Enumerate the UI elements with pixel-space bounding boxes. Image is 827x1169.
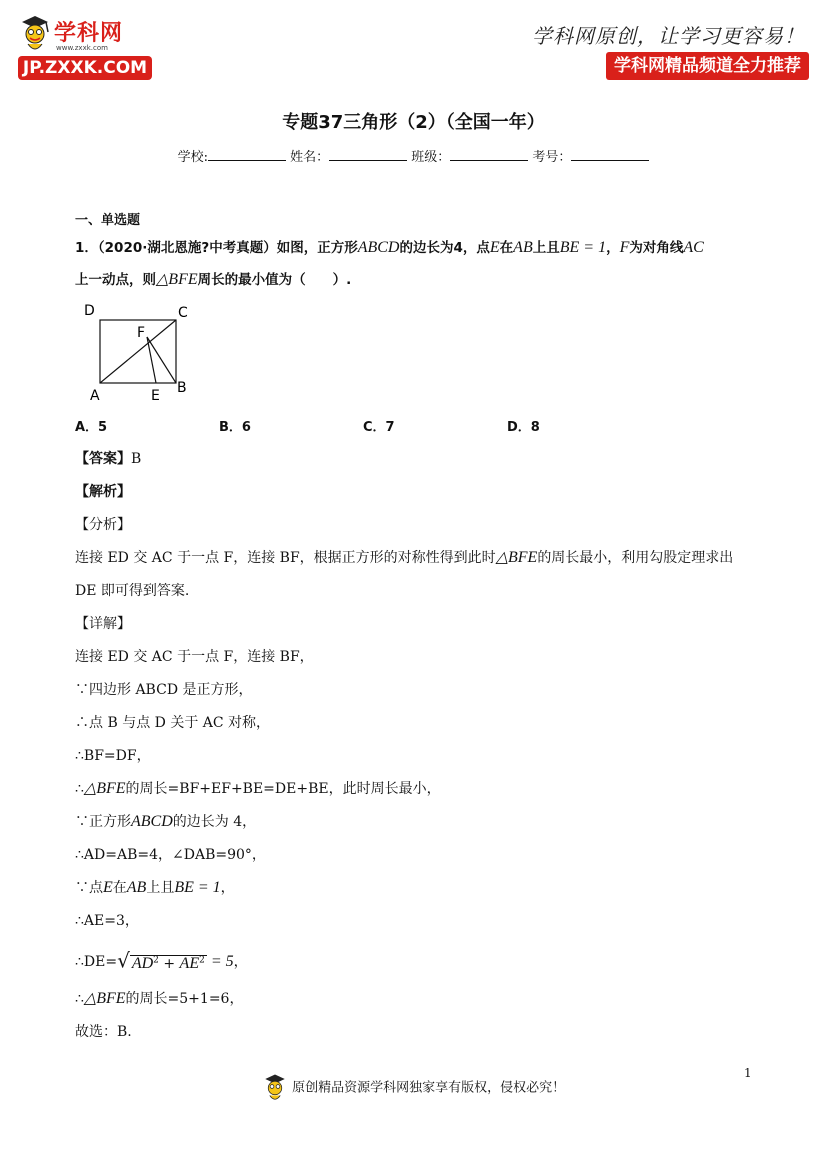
logo-text: 学科网 [54,21,124,46]
step-text: ， [220,880,235,896]
step-2: ∵四边形 ABCD 是正方形， [75,682,253,698]
site-logo[interactable] [18,12,158,84]
fenxi-line1 [75,548,755,568]
math-ab: AB [126,879,147,896]
step-text: 的周长=5+1=6， [125,991,244,1007]
exponent: 2 [199,955,205,965]
math-ab: AB [513,239,533,256]
stem-text: 为对角线 [629,240,684,256]
option-b[interactable]: B．6 [219,420,251,435]
school-label: 学校: [177,150,208,165]
step-text: ∵正方形 [75,814,131,830]
fenxi-label: 【分析】 [75,517,131,533]
step-text: ∴DE= [75,953,118,970]
step-text: ∴ [75,781,84,797]
step-8 [75,878,755,898]
option-d[interactable]: D．8 [507,420,540,435]
plus-sign: + [158,955,180,972]
step-4: ∴BF=DF， [75,748,151,764]
step-text: ∵点 [75,880,103,896]
exponent: 2 [153,955,159,965]
math-f: F [619,239,630,256]
step-6 [75,812,755,832]
analysis-label: 【解析】 [75,484,131,500]
math-triangle-bfe: △BFE [156,271,198,288]
label-e: E [151,388,160,404]
name-label: 姓名： [290,150,330,165]
logo-url: www.zxxk.com [56,44,108,52]
page-number: 1 [744,1066,752,1080]
math-be: BE = 1 [559,239,607,256]
stem-text: 周长的最小值为（ ）. [197,272,352,288]
step-11 [75,989,755,1009]
stem-text: 如图，正方形 [276,240,358,256]
detail-label: 【详解】 [75,616,131,632]
step-9: ∴AE=3， [75,913,139,929]
stem-text: 在 [499,240,514,256]
step-5 [75,779,755,799]
student-info-line [0,146,827,165]
geometry-figure [80,300,200,405]
step-12: 故选：B. [75,1024,132,1040]
class-blank [450,148,528,161]
answer-label: 【答案】 [75,451,131,467]
mascot-icon [262,1073,288,1103]
footer-copyright [0,1073,827,1103]
math-triangle-bfe: △BFE [83,990,126,1007]
radicand [130,955,207,972]
label-c: C [178,305,188,321]
answer-line [75,449,755,469]
exam-no-blank [571,148,649,161]
step-7: ∴AD=AB=4，∠DAB=90°， [75,847,266,863]
math-e: E [489,239,500,256]
header-slogan: 学科网原创，让学习更容易！ [532,24,805,48]
math-e: E [103,879,113,896]
page-title: 专题37三角形（2）（全国一年） [282,112,545,133]
question-stem-line2 [75,270,755,290]
step-1: 连接 ED 交 AC 于一点 F，连接 BF， [75,649,314,665]
math-be: BE = 1 [174,879,221,896]
math-triangle-bfe: △BFE [495,549,538,566]
mascot-icon [18,14,52,54]
label-a: A [90,388,100,404]
name-blank [329,148,407,161]
question-number: 1． [75,240,98,256]
math-triangle-bfe: △BFE [83,780,126,797]
fenxi-text: 连接 ED 交 AC 于一点 F，连接 BF，根据正方形的对称性得到此时 [75,550,496,566]
section-heading: 一、单选题 [75,213,141,228]
label-b: B [177,380,187,396]
logo-badge[interactable]: JP.ZXXK.COM [18,56,152,80]
class-label: 班级： [411,150,451,165]
answer-value: B [131,451,142,467]
math-abcd: ABCD [131,813,173,830]
step-text: ， [233,953,248,970]
step-text: ∴ [75,991,84,1007]
math-equals-5: = 5 [206,952,234,970]
exam-no-label: 考号： [532,150,572,165]
option-c[interactable]: C．7 [363,420,395,435]
school-blank [208,148,286,161]
step-3: ∴点 B 与点 D 关于 AC 对称， [75,715,271,731]
stem-text: 上且 [532,240,560,256]
math-abcd: ABCD [357,239,400,256]
step-10 [75,950,755,974]
step-text: 在 [112,880,127,896]
fenxi-text: 的周长最小，利用勾股定理求出 [537,550,734,566]
math-ae: AE [179,954,200,972]
option-a[interactable]: A．5 [75,420,108,435]
sqrt-expression [117,950,207,974]
footer-text: 原创精品资源学科网独家享有版权，侵权必究！ [292,1080,566,1096]
label-d: D [84,303,95,319]
question-source: （2020·湖北恩施?中考真题） [97,240,277,256]
promo-banner[interactable]: 学科网精品频道全力推荐 [606,52,809,80]
stem-text: 的边长为4，点 [399,240,490,256]
radical-sign-icon: √ [117,948,130,973]
step-text: 的周长=BF+EF+BE=DE+BE，此时周长最小， [125,781,441,797]
fenxi-line2: DE 即可得到答案. [75,583,190,599]
step-text: 的边长为 4， [172,814,257,830]
stem-text: 上一动点，则 [75,272,156,288]
question-stem-line1 [75,238,755,258]
math-ad: AD [131,954,154,972]
math-ac: AC [683,239,704,256]
label-f: F [137,325,146,341]
step-text: 上且 [146,880,175,896]
stem-text: ， [606,240,620,256]
